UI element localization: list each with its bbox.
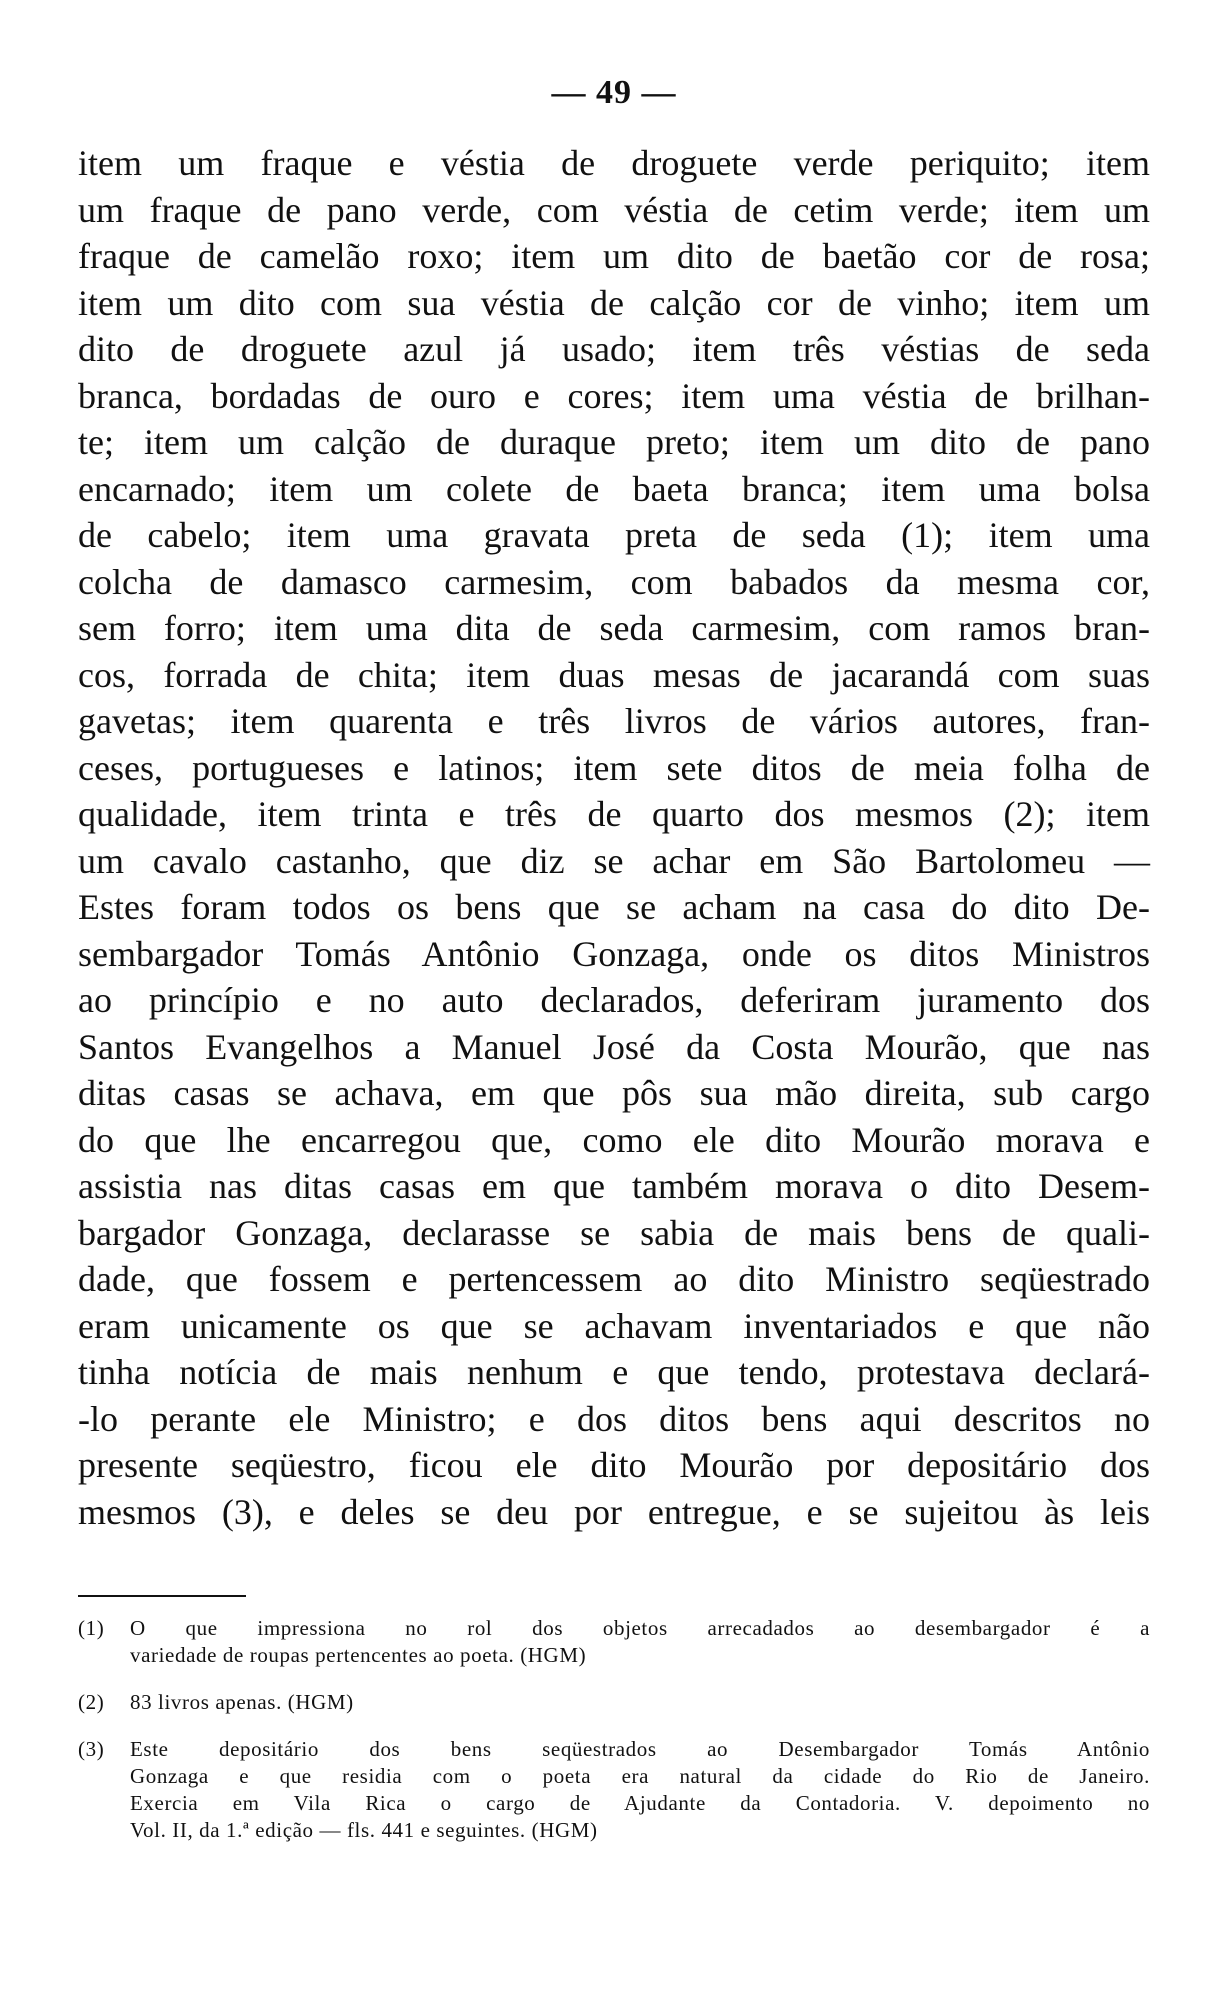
body-line: -lo perante ele Ministro; e dos ditos bens aqui descritos no (78, 1398, 1150, 1439)
body-line: encarnado; item um colete de baeta branca; item uma bolsa (78, 468, 1150, 509)
body-line: fraque de camelão roxo; item um dito de baetão cor de rosa; (78, 236, 1150, 276)
body-line: qualidade, item trinta e três de quarto dos mesmos (2); item (78, 794, 1150, 834)
footnote-marker: (2) (78, 1690, 105, 1714)
book-page (78, 60, 1150, 1980)
footnote-line: Vol. II, da 1.ª edição — fls. 441 e seguintes. (HGM) (130, 1818, 598, 1842)
body-line: te; item um calção de duraque preto; item um dito de pano (78, 422, 1150, 462)
body-line: colcha de damasco carmesim, com babados da mesma cor, (78, 561, 1150, 602)
footnote-text (130, 1736, 1150, 1844)
body-line: ceses, portugueses e latinos; item sete ditos de meia folha de (78, 747, 1150, 788)
footnote-1 (78, 1615, 1150, 1669)
body-line: presente seqüestro, ficou ele dito Mourão por depositário dos (78, 1445, 1150, 1485)
body-line: ditas casas se achava, em que pôs sua mão direita, sub cargo (78, 1073, 1150, 1113)
body-line: um cavalo castanho, que diz se achar em São Bartolomeu — (78, 840, 1150, 881)
body-line: assistia nas ditas casas em que também morava o dito Desem- (78, 1166, 1150, 1206)
body-line: branca, bordadas de ouro e cores; item uma véstia de brilhan- (78, 375, 1150, 416)
footnote-divider (78, 1595, 246, 1597)
body-line: ao princípio e no auto declarados, deferiram juramento dos (78, 980, 1150, 1020)
body-line: do que lhe encarregou que, como ele dito Mourão morava e (78, 1119, 1150, 1160)
body-line: dade, que fossem e pertencessem ao dito Ministro seqüestrado (78, 1259, 1150, 1299)
footnote-text (130, 1615, 1150, 1669)
footnotes (78, 1615, 1150, 1844)
footnote-line: O que impressiona no rol dos objetos arrecadados ao desembargador é a (130, 1616, 1150, 1640)
body-line: cos, forrada de chita; item duas mesas de jacarandá com suas (78, 654, 1150, 695)
body-line: de cabelo; item uma gravata preta de seda (1); item uma (78, 515, 1150, 555)
body-line: sem forro; item uma dita de seda carmesim, com ramos bran- (78, 608, 1150, 648)
body-line: eram unicamente os que se achavam inventariados e que não (78, 1305, 1150, 1346)
footnote-marker: (3) (78, 1737, 105, 1761)
body-line: item um dito com sua véstia de calção cor de vinho; item um (78, 282, 1150, 323)
body-line: Estes foram todos os bens que se acham na casa do dito De- (78, 887, 1150, 927)
body-line: bargador Gonzaga, declarasse se sabia de mais bens de quali- (78, 1212, 1150, 1253)
body-paragraph (78, 140, 1150, 1535)
body-line: um fraque de pano verde, com véstia de cetim verde; item um (78, 189, 1150, 230)
footnote-line: Gonzaga e que residia com o poeta era natural da cidade do Rio de Janeiro. (130, 1764, 1150, 1788)
body-line: gavetas; item quarenta e três livros de vários autores, fran- (78, 701, 1150, 741)
footnote-line: Este depositário dos bens seqüestrados ao Desembargador Tomás Antônio (130, 1737, 1150, 1761)
footnote-line: 83 livros apenas. (HGM) (130, 1690, 354, 1714)
footnote-2 (78, 1689, 1150, 1716)
body-line: Santos Evangelhos a Manuel José da Costa Mourão, que nas (78, 1026, 1150, 1067)
body-line: tinha notícia de mais nenhum e que tendo, protestava declará- (78, 1352, 1150, 1392)
footnote-marker: (1) (78, 1616, 105, 1640)
page-number: — 49 — (551, 74, 677, 111)
footnote-line: variedade de roupas pertencentes ao poeta. (HGM) (130, 1643, 587, 1667)
body-line: item um fraque e véstia de droguete verde periquito; item (78, 143, 1150, 183)
footnote-text (130, 1689, 1150, 1716)
footnote-3 (78, 1736, 1150, 1844)
body-line: mesmos (3), e deles se deu por entregue, e se sujeitou às leis (78, 1491, 1150, 1532)
footnote-line: Exercia em Vila Rica o cargo de Ajudante da Contadoria. V. depoimento no (130, 1791, 1150, 1815)
body-line: sembargador Tomás Antônio Gonzaga, onde os ditos Ministros (78, 933, 1150, 974)
body-line: dito de droguete azul já usado; item três véstias de seda (78, 329, 1150, 369)
